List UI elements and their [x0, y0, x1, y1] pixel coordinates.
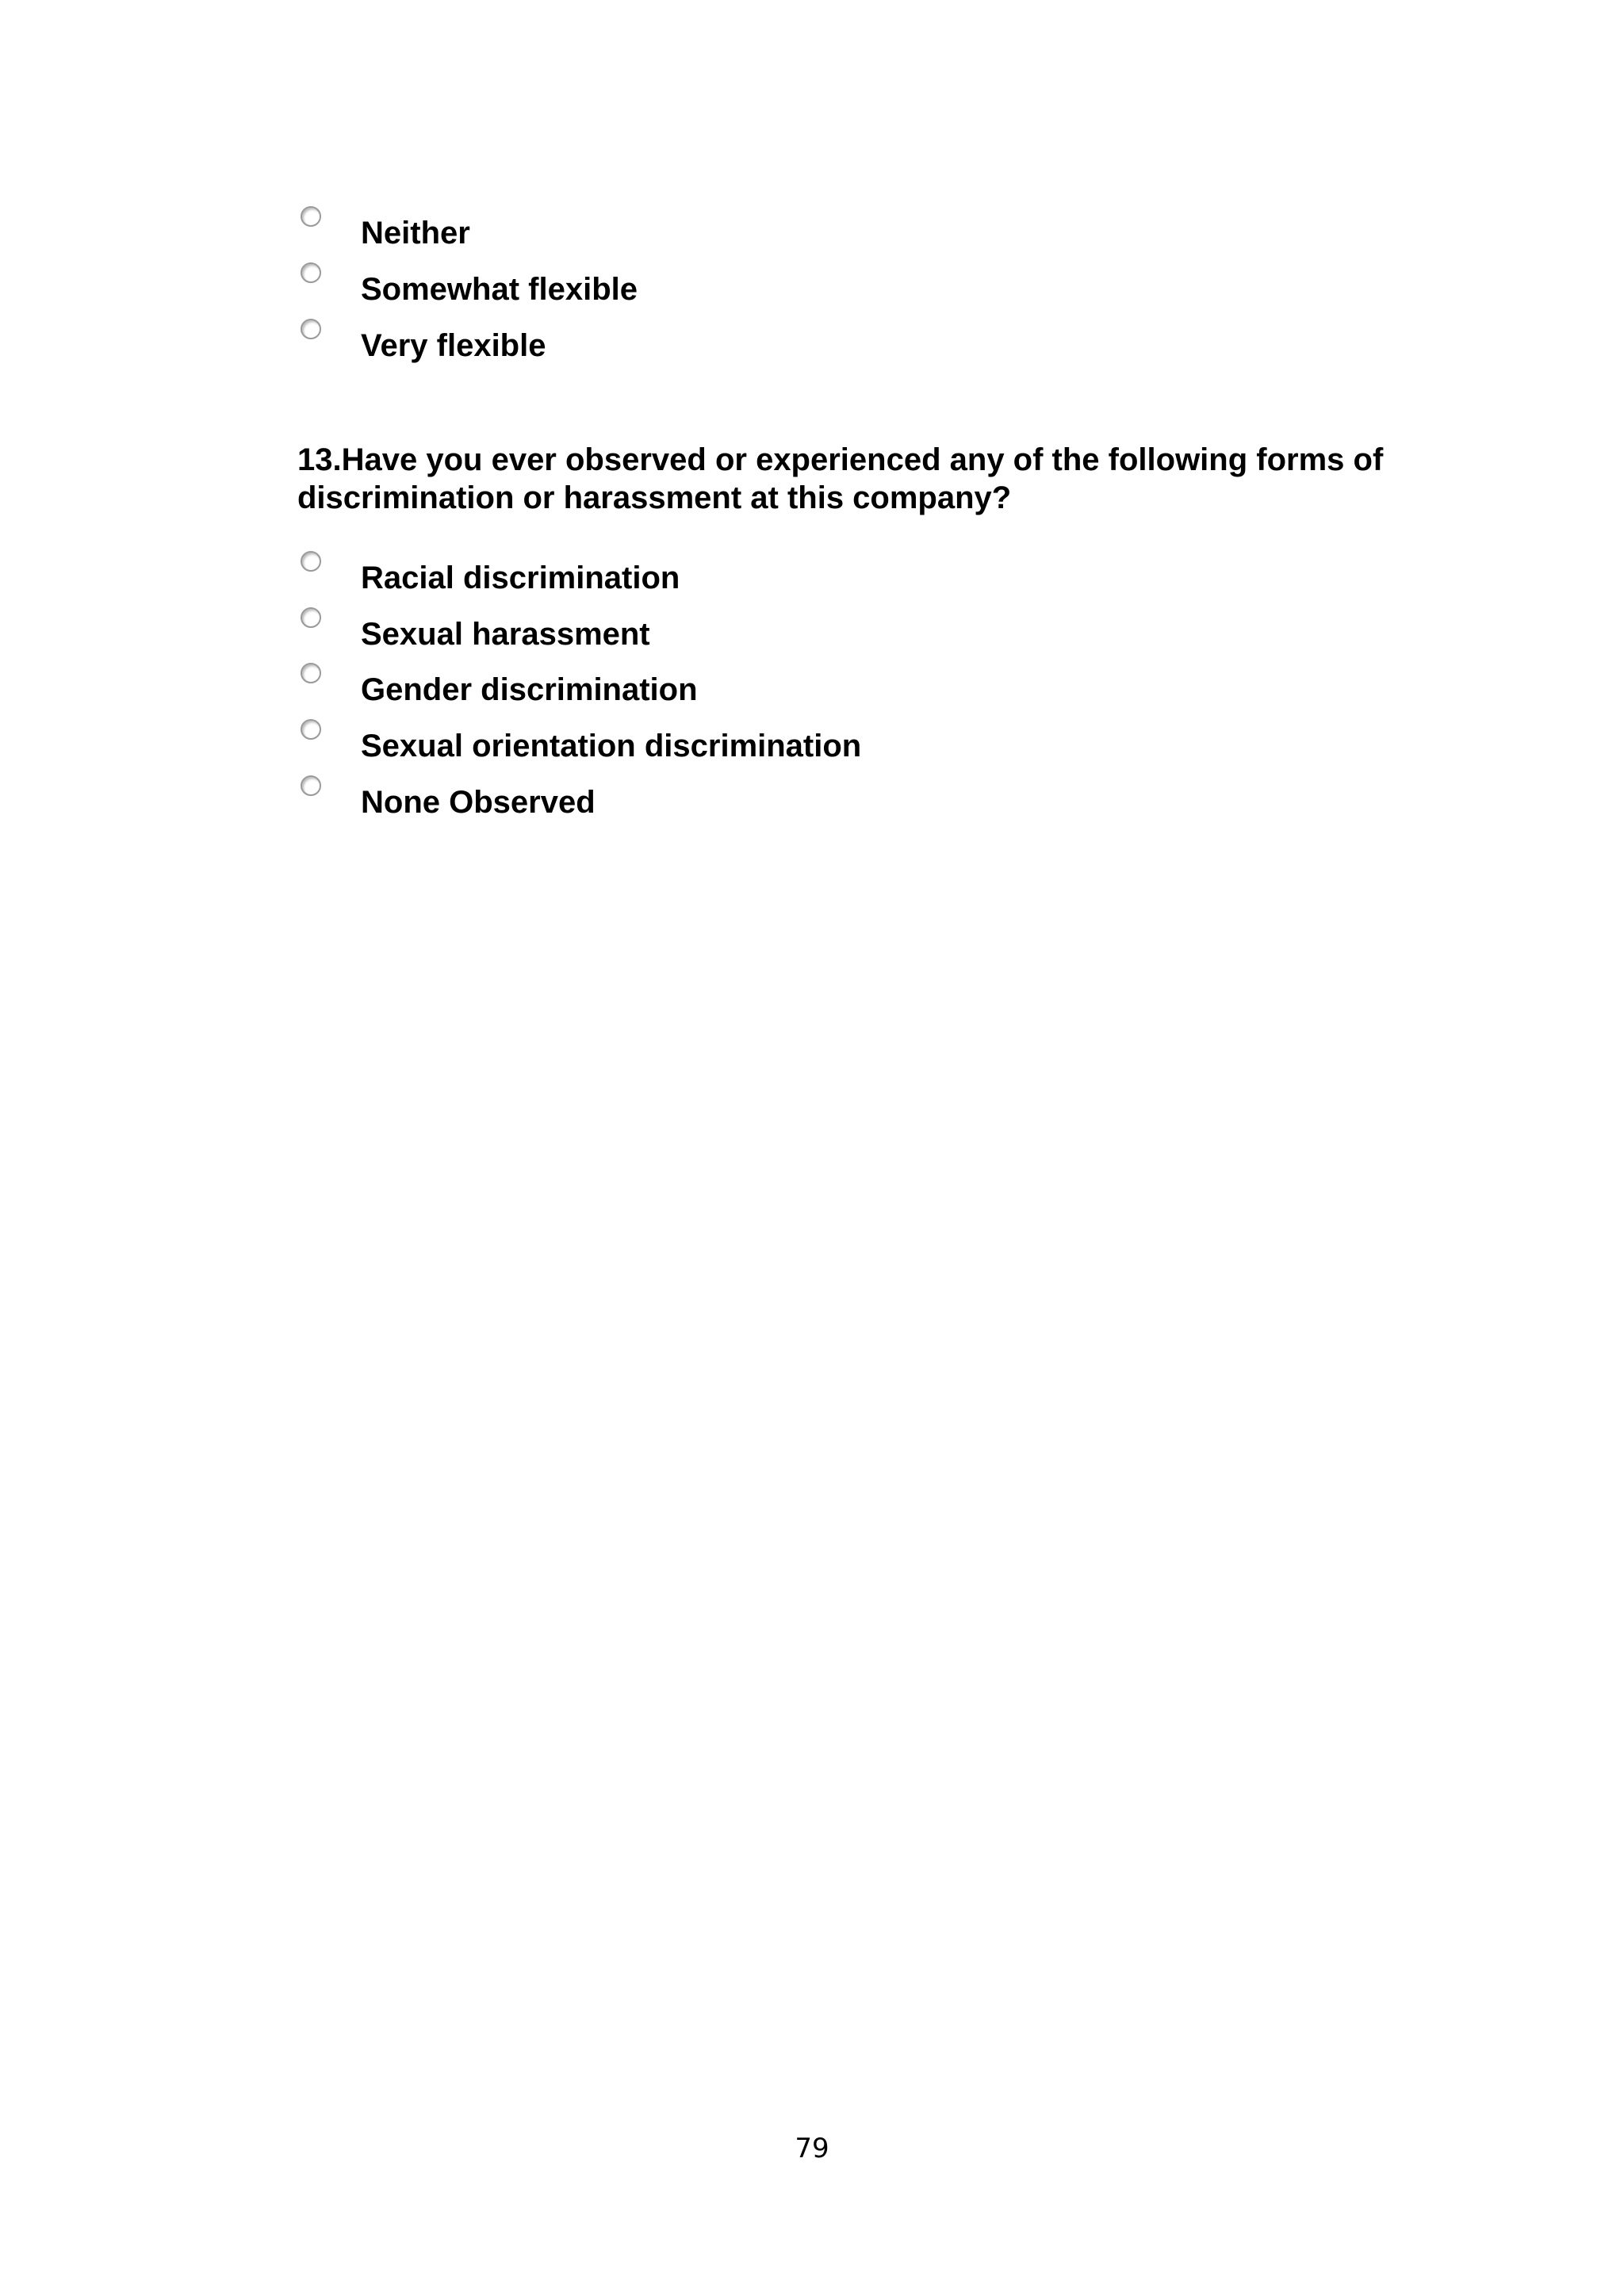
- option-sexual-harassment[interactable]: [297, 607, 1408, 655]
- radio-button[interactable]: [301, 319, 321, 339]
- option-label: Neither: [361, 216, 470, 251]
- option-very-flexible[interactable]: [297, 319, 1408, 366]
- option-label: Gender discrimination: [361, 672, 698, 707]
- radio-button[interactable]: [301, 775, 321, 796]
- page-number: 79: [795, 2133, 829, 2164]
- option-sexual-orientation-discrimination[interactable]: [297, 719, 1408, 767]
- radio-button[interactable]: [301, 607, 321, 628]
- option-label: Sexual harassment: [361, 617, 650, 652]
- option-neither[interactable]: [297, 206, 1408, 254]
- option-label: Racial discrimination: [361, 561, 680, 595]
- option-label: Very flexible: [361, 328, 546, 363]
- radio-button[interactable]: [301, 663, 321, 683]
- option-racial-discrimination[interactable]: [297, 551, 1408, 599]
- question-13-text: 13.Have you ever observed or experienced any of the following forms of discrimination or harassment at this company?: [297, 442, 1384, 515]
- radio-button[interactable]: [301, 551, 321, 572]
- radio-button[interactable]: [301, 206, 321, 227]
- radio-button[interactable]: [301, 719, 321, 740]
- option-label: Somewhat flexible: [361, 272, 638, 307]
- option-gender-discrimination[interactable]: [297, 663, 1408, 710]
- option-label: Sexual orientation discrimination: [361, 729, 862, 763]
- option-somewhat-flexible[interactable]: [297, 262, 1408, 310]
- radio-button[interactable]: [301, 262, 321, 283]
- option-label: None Observed: [361, 785, 596, 820]
- option-none-observed[interactable]: [297, 775, 1408, 823]
